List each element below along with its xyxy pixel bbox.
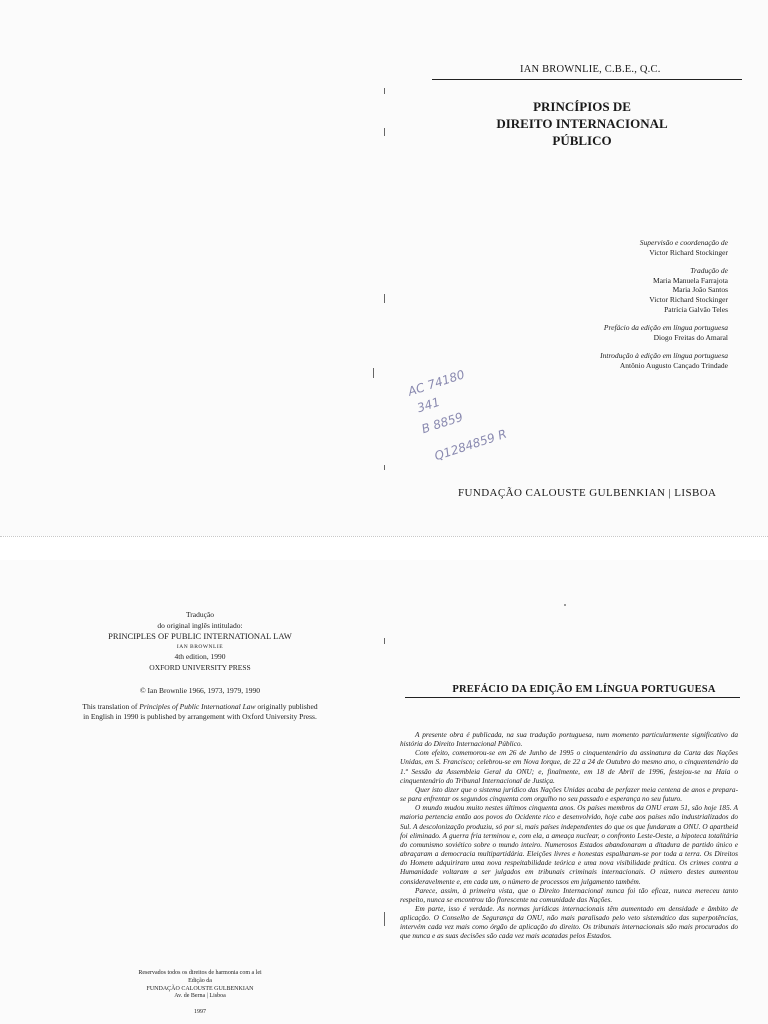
scan-mark [384, 912, 385, 926]
scan-speck [564, 604, 566, 606]
handwritten-line: AC 74180 [406, 367, 467, 399]
scan-mark [373, 368, 374, 378]
credit-name: Maria Manuela Farrajota [653, 275, 728, 285]
original-title: PRINCIPLES OF PUBLIC INTERNATIONAL LAW [108, 631, 292, 641]
preface-body [400, 730, 738, 1024]
handwritten-line: 341 [415, 394, 442, 416]
credit-role: Supervisão e coordenação de [639, 238, 728, 247]
press: OXFORD UNIVERSITY PRESS [149, 662, 251, 672]
edition: 4th edition, 1990 [174, 652, 226, 661]
credits [468, 238, 728, 380]
preface-paragraph: Em parte, isso é verdade. As normas jurídicas internacionais têm aumentado em densidade e âmbito de aplicação. O Conselho de Segurança da ONU, não mais paralisado pelo veto sistemático das superpotências, intervém cada vez mais como órgão de aplicação do direito. Os tribunais internacionais são mais procurados do que nunca e as suas decisões são cada vez mais acatadas pelos Estados. [400, 903, 738, 941]
scan-mark [384, 465, 385, 470]
scan-mark [384, 638, 385, 644]
scan-mark [384, 88, 385, 94]
scan-mark [384, 128, 385, 136]
rights-block [90, 970, 310, 1017]
original-author: IAN BROWNLIE [176, 643, 224, 650]
author-rule [432, 79, 742, 80]
title-line: PÚBLICO [552, 133, 612, 148]
publisher: FUNDAÇÃO CALOUSTE GULBENKIAN | LISBOA [458, 487, 717, 499]
preface-paragraph: O mundo mudou muito nestes últimos cinquenta anos. Os países membros da ONU eram 51, são hoje 185. A maioria pertencia então aos povos do Ocidente rico e desenvolvido, hoje cabe aos países não industrializados do Sul. A descolonização produziu, só por si, mais países independentes do que os que fundaram a ONU. O apartheid foi eliminado. A guerra fria terminou e, com ela, a ameaça nuclear, o confronto Leste-Oeste, a hipoteca totalitária do comunismo soviético sobre o mundo inteiro. Numerosos Estados abandonaram a ditadura de partido único e abraçaram a democracia multipartidária. Eleições livres e honestas espalharam-se por toda a terra. Os Direitos do Homem adquiriram uma nova respeitabilidade teórica e uma nova visibilidade prática. Os crimes contra a Humanidade voltaram a ser julgados em tribunais criminais internacionais. O número destes aumentou consideravelmente e, em cada um, o número de processos em julgamento também. [400, 803, 738, 886]
credit-group [468, 323, 728, 342]
credit-group [468, 238, 728, 257]
arrangement-text: This translation of [82, 702, 140, 711]
handwritten-annotation [405, 367, 515, 464]
author: IAN BROWNLIE, C.B.E., Q.C. [520, 64, 661, 75]
arrangement-text: originally published [255, 702, 318, 711]
rights-line: Av. de Berna | Lisboa [174, 993, 226, 1000]
credit-role: Tradução de [690, 266, 728, 276]
handwritten-line: Q1284859 R [432, 426, 509, 464]
handwritten-line: B 8859 [419, 409, 465, 437]
copyright: © Ian Brownlie 1966, 1973, 1979, 1990 [139, 686, 261, 695]
arrangement-title: Principles of Public International Law [139, 702, 256, 711]
preface-rule [405, 697, 740, 698]
title-line: PRINCÍPIOS DE [533, 99, 631, 114]
credit-name: Patrícia Galvão Teles [664, 304, 728, 314]
translation-line: Tradução [185, 610, 215, 619]
rights-line: Reservados todos os direitos de harmonia com a lei [138, 970, 262, 976]
credit-name: Victor Richard Stockinger [649, 294, 728, 304]
preface-paragraph: A presente obra é publicada, na sua tradução portuguesa, num momento particularmente significativo da história do Direito Internacional Público. [400, 730, 738, 749]
preface-paragraph: Parece, assim, à primeira vista, que o Direito Internacional nunca foi tão eficaz, nunca mereceu tanto respeito, nunca se encontrou tão florescente na comunidade das Nações. [400, 885, 738, 904]
preface-paragraph: Quer isto dizer que o sistema jurídico das Nações Unidas acaba de perfazer meia centena de anos e prepara-se para enfrentar os segundos cinquenta com orgulho no seu passado e esperança no seu futuro. [400, 784, 738, 804]
original-title-block [60, 610, 340, 673]
scan-mark [384, 294, 385, 303]
page-gap [0, 536, 768, 561]
preface-paragraph: Com efeito, comemorou-se em 26 de Junho de 1995 o cinquentenário da assinatura da Carta das Nações Unidas, em S. Francisco; celebrou-se em Nova Iorque, de 22 a 24 de Outubro do mesmo ano, o cinquentenário da 1.ª Sessão da Assembleia Geral da ONU; e, finalmente, em 18 de Abril de 1996, festejou-se na Haia o cinquentenário do Tribunal Internacional de Justiça. [400, 748, 738, 785]
translation-line: do original inglês intitulado: [157, 620, 243, 630]
title-line: DIREITO INTERNACIONAL [496, 116, 668, 131]
credit-group [468, 266, 728, 314]
credit-name: Antônio Augusto Cançado Trindade [619, 360, 728, 370]
rights-line: Edição da [188, 977, 212, 984]
rights-line: FUNDAÇÃO CALOUSTE GULBENKIAN [146, 985, 254, 992]
arrangement-text: in English in 1990 is published by arrangement with Oxford University Press. [83, 712, 317, 721]
book-title [482, 98, 682, 149]
preface-heading: PREFÁCIO DA EDIÇÃO EM LÍNGUA PORTUGUESA [452, 684, 716, 695]
rights-year: 1997 [194, 1009, 206, 1016]
credit-name: Victor Richard Stockinger [649, 247, 728, 257]
credit-name: Diogo Freitas do Amaral [653, 332, 728, 342]
arrangement-note [60, 702, 340, 722]
credit-role: Introdução à edição em língua portuguesa [600, 351, 728, 361]
credit-name: Maria João Santos [672, 285, 728, 295]
credit-role: Prefácio da edição em língua portuguesa [603, 323, 728, 333]
